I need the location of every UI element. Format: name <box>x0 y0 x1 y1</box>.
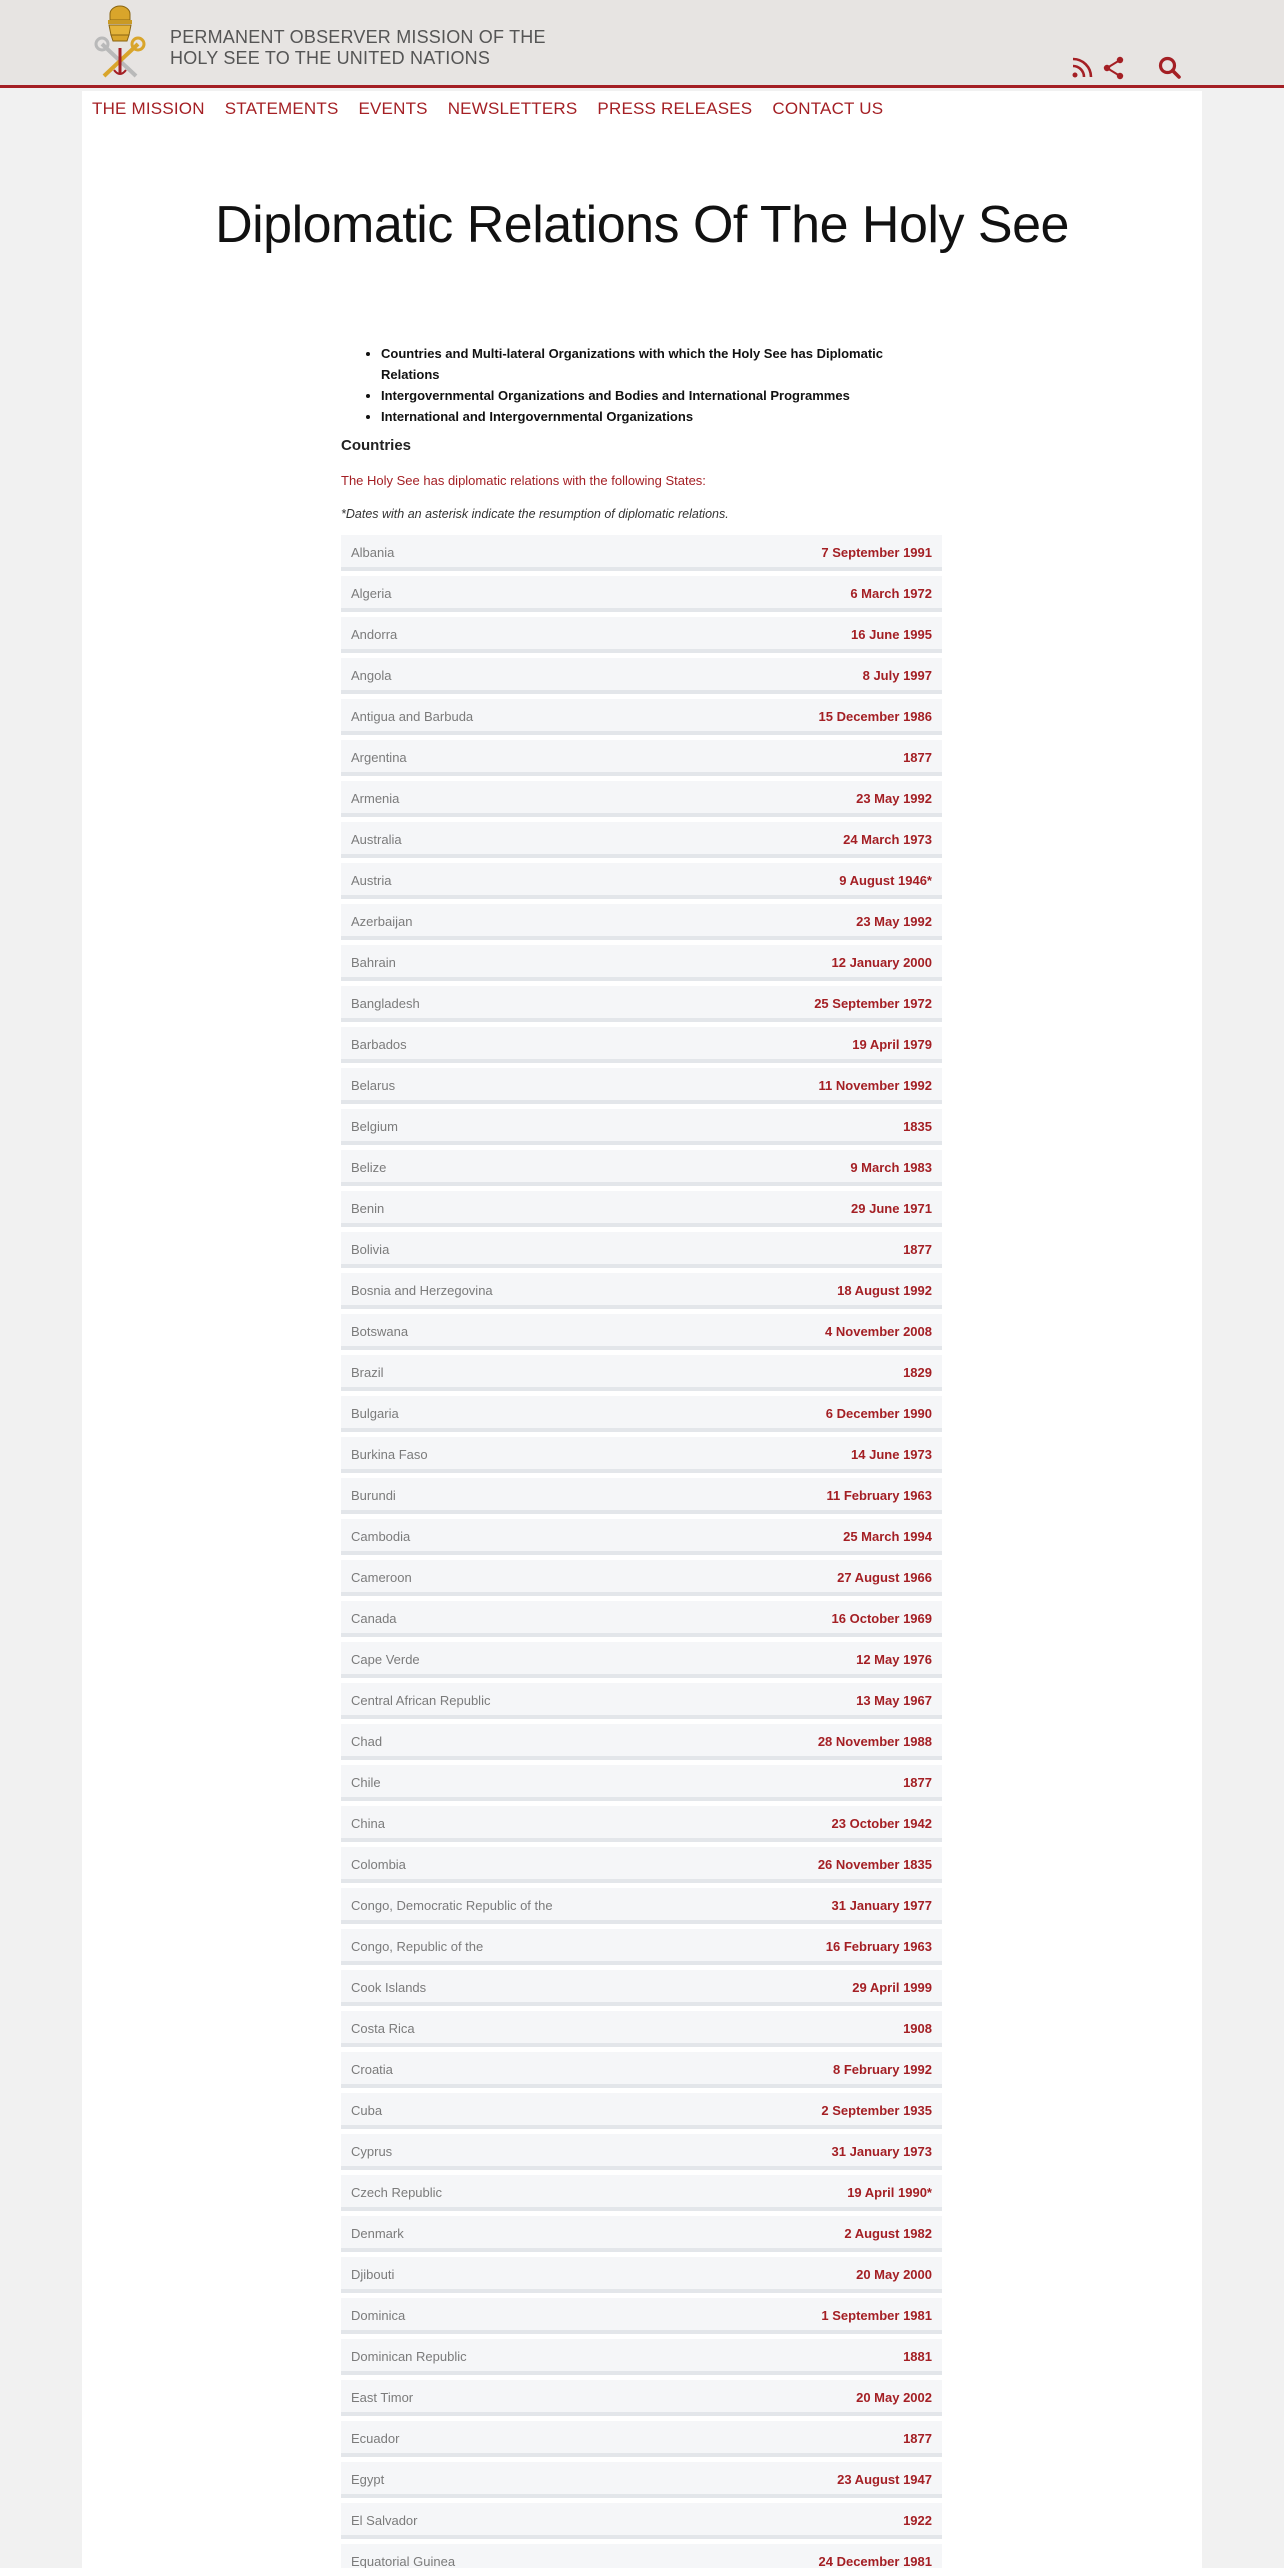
country-name: Egypt <box>351 2472 385 2487</box>
list-item <box>341 1109 942 1145</box>
list-item <box>341 2380 942 2416</box>
relations-date: 1877 <box>903 1242 932 1257</box>
site-header <box>0 0 1284 88</box>
relations-date: 11 February 1963 <box>826 1488 932 1503</box>
relations-date: 1877 <box>903 750 932 765</box>
country-name: Belarus <box>351 1078 396 1093</box>
country-name: Cambodia <box>351 1529 411 1544</box>
rss-icon[interactable] <box>1068 54 1096 82</box>
list-item <box>341 1806 942 1842</box>
nav-item-contact-us[interactable]: CONTACT US <box>772 99 884 118</box>
country-name: Dominican Republic <box>351 2349 467 2364</box>
site-title[interactable] <box>170 27 546 69</box>
list-item <box>341 576 942 612</box>
list-item <box>341 1273 942 1309</box>
country-name: Burkina Faso <box>351 1447 428 1462</box>
countries-list <box>341 535 942 2568</box>
relations-date: 20 May 2000 <box>856 2267 932 2282</box>
relations-date: 1829 <box>903 1365 932 1380</box>
list-item <box>341 2298 942 2334</box>
country-name: Botswana <box>351 1324 409 1339</box>
section-title-countries: Countries <box>341 437 412 454</box>
relations-date: 31 January 1977 <box>831 1898 932 1913</box>
country-name: Bangladesh <box>351 996 420 1011</box>
list-item <box>341 1929 942 1965</box>
nav-item-newsletters[interactable]: NEWSLETTERS <box>447 99 578 118</box>
list-item <box>341 2093 942 2129</box>
country-name: Andorra <box>351 627 398 642</box>
article-body <box>341 343 942 2568</box>
list-item <box>341 1724 942 1760</box>
country-name: Bosnia and Herzegovina <box>351 1283 493 1298</box>
country-name: Canada <box>351 1611 397 1626</box>
table-of-contents <box>341 343 942 427</box>
country-name: Central African Republic <box>351 1693 491 1708</box>
country-name: Bahrain <box>351 955 396 970</box>
relations-date: 4 November 2008 <box>825 1324 932 1339</box>
relations-date: 29 April 1999 <box>852 1980 932 1995</box>
list-item <box>341 2134 942 2170</box>
country-name: Bulgaria <box>351 1406 399 1421</box>
country-name: Denmark <box>351 2226 404 2241</box>
relations-date: 9 August 1946* <box>839 873 932 888</box>
country-name: Algeria <box>351 586 392 601</box>
toc-link-countries[interactable]: Countries and Multi-lateral Organizations with which the Holy See has Diplomatic Relations <box>381 346 884 382</box>
header-tools <box>1064 54 1184 82</box>
nav-item-statements[interactable]: STATEMENTS <box>224 99 339 118</box>
site-title-line-2: HOLY SEE TO THE UNITED NATIONS <box>170 48 491 68</box>
country-name: Ecuador <box>351 2431 400 2446</box>
list-item <box>341 822 942 858</box>
list-item <box>341 740 942 776</box>
relations-date: 20 May 2002 <box>856 2390 932 2405</box>
share-icon[interactable] <box>1100 54 1128 82</box>
asterisk-note: *Dates with an asterisk indicate the resumption of diplomatic relations. <box>341 507 729 521</box>
country-name: Belize <box>351 1160 387 1175</box>
list-item <box>341 904 942 940</box>
list-item <box>341 2052 942 2088</box>
relations-date: 31 January 1973 <box>831 2144 932 2159</box>
country-name: Argentina <box>351 750 407 765</box>
list-item <box>341 1437 942 1473</box>
list-item <box>341 1970 942 2006</box>
list-item <box>341 1642 942 1678</box>
relations-date: 1877 <box>903 2431 932 2446</box>
relations-date: 26 November 1835 <box>817 1857 932 1872</box>
toc-item <box>381 385 942 406</box>
list-item <box>341 658 942 694</box>
page-title: Diplomatic Relations Of The Holy See <box>215 196 1069 254</box>
country-name: Costa Rica <box>351 2021 415 2036</box>
nav-item-events[interactable]: EVENTS <box>358 99 428 118</box>
list-item <box>341 1601 942 1637</box>
relations-date: 24 March 1973 <box>843 832 932 847</box>
toc-link-intergovernmental-bodies[interactable]: Intergovernmental Organizations and Bodies and International Programmes <box>381 388 850 403</box>
country-name: Angola <box>351 668 392 683</box>
relations-date: 6 March 1972 <box>850 586 932 601</box>
relations-date: 13 May 1967 <box>856 1693 932 1708</box>
list-item <box>341 1314 942 1350</box>
relations-date: 8 July 1997 <box>862 668 932 683</box>
nav-item-press-releases[interactable]: PRESS RELEASES <box>597 99 753 118</box>
relations-date: 25 September 1972 <box>814 996 932 1011</box>
list-item <box>341 1150 942 1186</box>
country-name: El Salvador <box>351 2513 418 2528</box>
list-item <box>341 1765 942 1801</box>
country-name: East Timor <box>351 2390 414 2405</box>
country-name: Belgium <box>351 1119 398 1134</box>
list-item <box>341 2339 942 2375</box>
toc-link-international-organizations[interactable]: International and Intergovernmental Organizations <box>381 409 694 424</box>
main-nav <box>92 99 903 119</box>
list-item <box>341 781 942 817</box>
list-item <box>341 2462 942 2498</box>
list-item <box>341 1191 942 1227</box>
relations-date: 8 February 1992 <box>832 2062 932 2077</box>
list-item <box>341 2257 942 2293</box>
relations-date: 2 September 1935 <box>821 2103 932 2118</box>
page-content <box>82 91 1202 2568</box>
relations-date: 19 April 1990* <box>847 2185 932 2200</box>
holy-see-emblem-logo[interactable] <box>92 4 148 80</box>
toc-item <box>381 406 942 427</box>
toc-item <box>381 343 942 385</box>
country-name: Cape Verde <box>351 1652 420 1667</box>
list-item <box>341 1478 942 1514</box>
country-name: Dominica <box>351 2308 406 2323</box>
list-item <box>341 863 942 899</box>
relations-date: 1908 <box>903 2021 932 2036</box>
list-item <box>341 2216 942 2252</box>
relations-date: 11 November 1992 <box>818 1078 932 1093</box>
relations-date: 24 December 1981 <box>818 2554 932 2568</box>
relations-date: 14 June 1973 <box>851 1447 932 1462</box>
relations-date: 7 September 1991 <box>821 545 932 560</box>
country-name: Armenia <box>351 791 400 806</box>
relations-date: 23 October 1942 <box>831 1816 932 1831</box>
relations-date: 25 March 1994 <box>843 1529 932 1544</box>
list-item <box>341 1355 942 1391</box>
relations-date: 6 December 1990 <box>825 1406 932 1421</box>
relations-date: 1922 <box>903 2513 932 2528</box>
relations-date: 23 May 1992 <box>856 914 932 929</box>
country-name: Colombia <box>351 1857 406 1872</box>
relations-date: 29 June 1971 <box>851 1201 932 1216</box>
country-name: Cuba <box>351 2103 383 2118</box>
country-name: Equatorial Guinea <box>351 2554 456 2568</box>
list-item <box>341 617 942 653</box>
country-name: Antigua and Barbuda <box>351 709 474 724</box>
list-item <box>341 1068 942 1104</box>
country-name: Australia <box>351 832 402 847</box>
relations-date: 1 September 1981 <box>821 2308 932 2323</box>
list-item <box>341 945 942 981</box>
list-item <box>341 2503 942 2539</box>
list-item <box>341 986 942 1022</box>
relations-date: 23 August 1947 <box>837 2472 932 2487</box>
country-name: Chad <box>351 1734 383 1749</box>
country-name: Cyprus <box>351 2144 393 2159</box>
list-item <box>341 1683 942 1719</box>
country-name: Congo, Republic of the <box>351 1939 484 1954</box>
search-icon[interactable] <box>1156 54 1184 82</box>
list-item <box>341 2421 942 2457</box>
country-name: Chile <box>351 1775 381 1790</box>
country-name: Benin <box>351 1201 385 1216</box>
relations-date: 12 January 2000 <box>831 955 932 970</box>
country-name: Azerbaijan <box>351 914 413 929</box>
list-item <box>341 1847 942 1883</box>
country-name: Cook Islands <box>351 1980 427 1995</box>
country-name: China <box>351 1816 385 1831</box>
relations-date: 2 August 1982 <box>844 2226 932 2241</box>
list-item <box>341 1232 942 1268</box>
list-item <box>341 2175 942 2211</box>
list-item <box>341 699 942 735</box>
list-item <box>341 1519 942 1555</box>
country-name: Barbados <box>351 1037 407 1052</box>
relations-date: 16 February 1963 <box>825 1939 932 1954</box>
list-item <box>341 1888 942 1924</box>
list-item <box>341 2011 942 2047</box>
country-name: Czech Republic <box>351 2185 443 2200</box>
list-item <box>341 535 942 571</box>
site-title-line-1: PERMANENT OBSERVER MISSION OF THE <box>170 27 546 47</box>
list-item <box>341 1396 942 1432</box>
country-name: Austria <box>351 873 392 888</box>
relations-date: 12 May 1976 <box>856 1652 932 1667</box>
country-name: Burundi <box>351 1488 396 1503</box>
relations-date: 15 December 1986 <box>818 709 932 724</box>
list-item <box>341 1560 942 1596</box>
relations-date: 16 June 1995 <box>851 627 932 642</box>
country-name: Albania <box>351 545 395 560</box>
relations-date: 19 April 1979 <box>852 1037 932 1052</box>
list-item <box>341 1027 942 1063</box>
country-name: Croatia <box>351 2062 393 2077</box>
country-name: Djibouti <box>351 2267 395 2282</box>
intro-text: The Holy See has diplomatic relations with the following States: <box>341 473 706 488</box>
nav-item-the-mission[interactable]: THE MISSION <box>92 99 205 118</box>
relations-date: 28 November 1988 <box>817 1734 932 1749</box>
relations-date: 1835 <box>903 1119 932 1134</box>
country-name: Brazil <box>351 1365 384 1380</box>
list-item <box>341 2544 942 2568</box>
relations-date: 9 March 1983 <box>850 1160 932 1175</box>
relations-date: 27 August 1966 <box>837 1570 932 1585</box>
country-name: Cameroon <box>351 1570 412 1585</box>
country-name: Bolivia <box>351 1242 390 1257</box>
country-name: Congo, Democratic Republic of the <box>351 1898 553 1913</box>
relations-date: 23 May 1992 <box>856 791 932 806</box>
relations-date: 16 October 1969 <box>831 1611 932 1626</box>
relations-date: 1877 <box>903 1775 932 1790</box>
relations-date: 18 August 1992 <box>837 1283 932 1298</box>
relations-date: 1881 <box>903 2349 932 2364</box>
